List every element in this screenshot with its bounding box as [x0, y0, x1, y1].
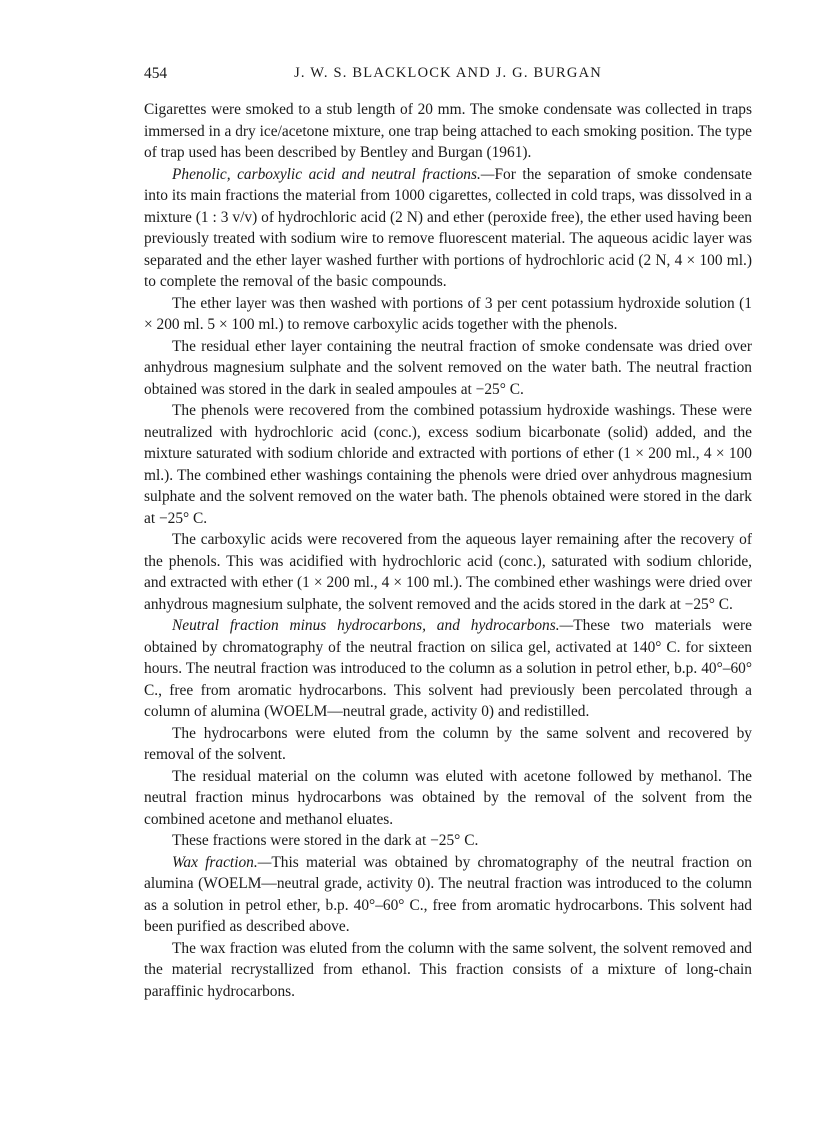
section-heading: Wax fraction.—: [172, 853, 272, 871]
paragraph: [144, 766, 752, 831]
page-header: [144, 63, 752, 85]
paragraph: [144, 830, 752, 852]
paragraph-text: The hydrocarbons were eluted from the column by the same solvent and recovered by removal of the solvent.: [144, 724, 752, 763]
article-body: [144, 99, 752, 1002]
section-heading: Neutral fraction minus hydrocarbons, and hydrocarbons.—: [172, 617, 574, 634]
paragraph: [144, 938, 752, 1003]
paragraph: [144, 852, 752, 938]
paragraph-text: The ether layer was then washed with portions of 3 per cent potassium hydroxide solution (1 × 200 ml. 5 × 100 ml.) to remove carboxylic acids together with the phenols.: [144, 294, 752, 333]
section-heading: Phenolic, carboxylic acid and neutral fractions.—: [172, 165, 495, 183]
paragraph-text: The residual material on the column was eluted with acetone followed by methanol. The neutral fraction minus hydrocarbons was obtained by the removal of the solvent from the combined acetone and methanol eluates.: [144, 767, 752, 828]
paragraph: [144, 164, 752, 293]
paragraph-text: These two materials were obtained by chromatography of the neutral fraction on silica gel, activated at 140° C. for sixteen hours. The neutral fraction was introduced to the column as a solution in petrol ether, b.p. 40°–60° C., free from aromatic hydrocarbons. This solvent had previously been percolated through a column of alumina (WOELM—neutral grade, activity 0) and redistilled.: [144, 617, 753, 720]
paragraph: [144, 99, 752, 164]
running-title: J. W. S. BLACKLOCK AND J. G. BURGAN: [294, 65, 602, 81]
paragraph: [144, 529, 752, 615]
journal-page: [144, 63, 752, 1002]
paragraph-text: This material was obtained by chromatography of the neutral fraction on alumina (WOELM—neutral grade, activity 0). The neutral fraction was introduced to the column as a solution in petrol ether, b.p. 40°–60° C., free from aromatic hydrocarbons. This solvent had been purified as described above.: [144, 853, 752, 935]
paragraph-text: The wax fraction was eluted from the column with the same solvent, the solvent removed and the material recrystallized from ethanol. This fraction consists of a mixture of long-chain paraffinic hydrocarbons.: [144, 939, 752, 1000]
paragraph: [144, 723, 752, 766]
paragraph-text: These fractions were stored in the dark at −25° C.: [172, 832, 479, 849]
paragraph-text: The residual ether layer containing the neutral fraction of smoke condensate was dried over anhydrous magnesium sulphate and the solvent removed on the water bath. The neutral fraction obtained was stored in the dark in sealed ampoules at −25° C.: [144, 337, 752, 398]
paragraph: [144, 615, 752, 723]
page-number: 454: [144, 65, 168, 82]
paragraph: [144, 293, 752, 336]
paragraph-text: Cigarettes were smoked to a stub length of 20 mm. The smoke condensate was collected in traps immersed in a dry ice/acetone mixture, one trap being attached to each smoking position. The type of trap used has been described by Bentley and Burgan (1961).: [144, 101, 752, 161]
paragraph: [144, 400, 752, 529]
paragraph-text: The carboxylic acids were recovered from the aqueous layer remaining after the recovery of the phenols. This was acidified with hydrochloric acid (conc.), saturated with sodium chloride, and extracted with ether (1 × 200 ml., 4 × 100 ml.). The combined ether washings were dried over anhydrous magnesium sulphate, the solvent removed and the acids stored in the dark at −25° C.: [144, 531, 752, 613]
paragraph-text: The phenols were recovered from the combined potassium hydroxide washings. These were neutralized with hydrochloric acid (conc.), excess sodium bicarbonate (solid) added, and the mixture saturated with sodium chloride and extracted with portions of ether (1 × 200 ml., 4 × 100 ml.). The combined ether washings containing the phenols were dried over anhydrous magnesium sulphate and the solvent removed on the water bath. The phenols obtained were stored in the dark at −25° C.: [144, 402, 752, 527]
paragraph-text: For the separation of smoke condensate into its main fractions the material from 1000 cigarettes, collected in cold traps, was dissolved in a mixture (1 : 3 v/v) of hydrochloric acid (2 N) and ether (peroxide free), the ether used having been previously treated with sodium wire to remove fluorescent material. The aqueous acidic layer was separated and the ether layer washed further with portions of hydrochloric acid (2 N, 4 × 100 ml.) to complete the removal of the basic compounds.: [144, 165, 752, 290]
paragraph: [144, 336, 752, 401]
